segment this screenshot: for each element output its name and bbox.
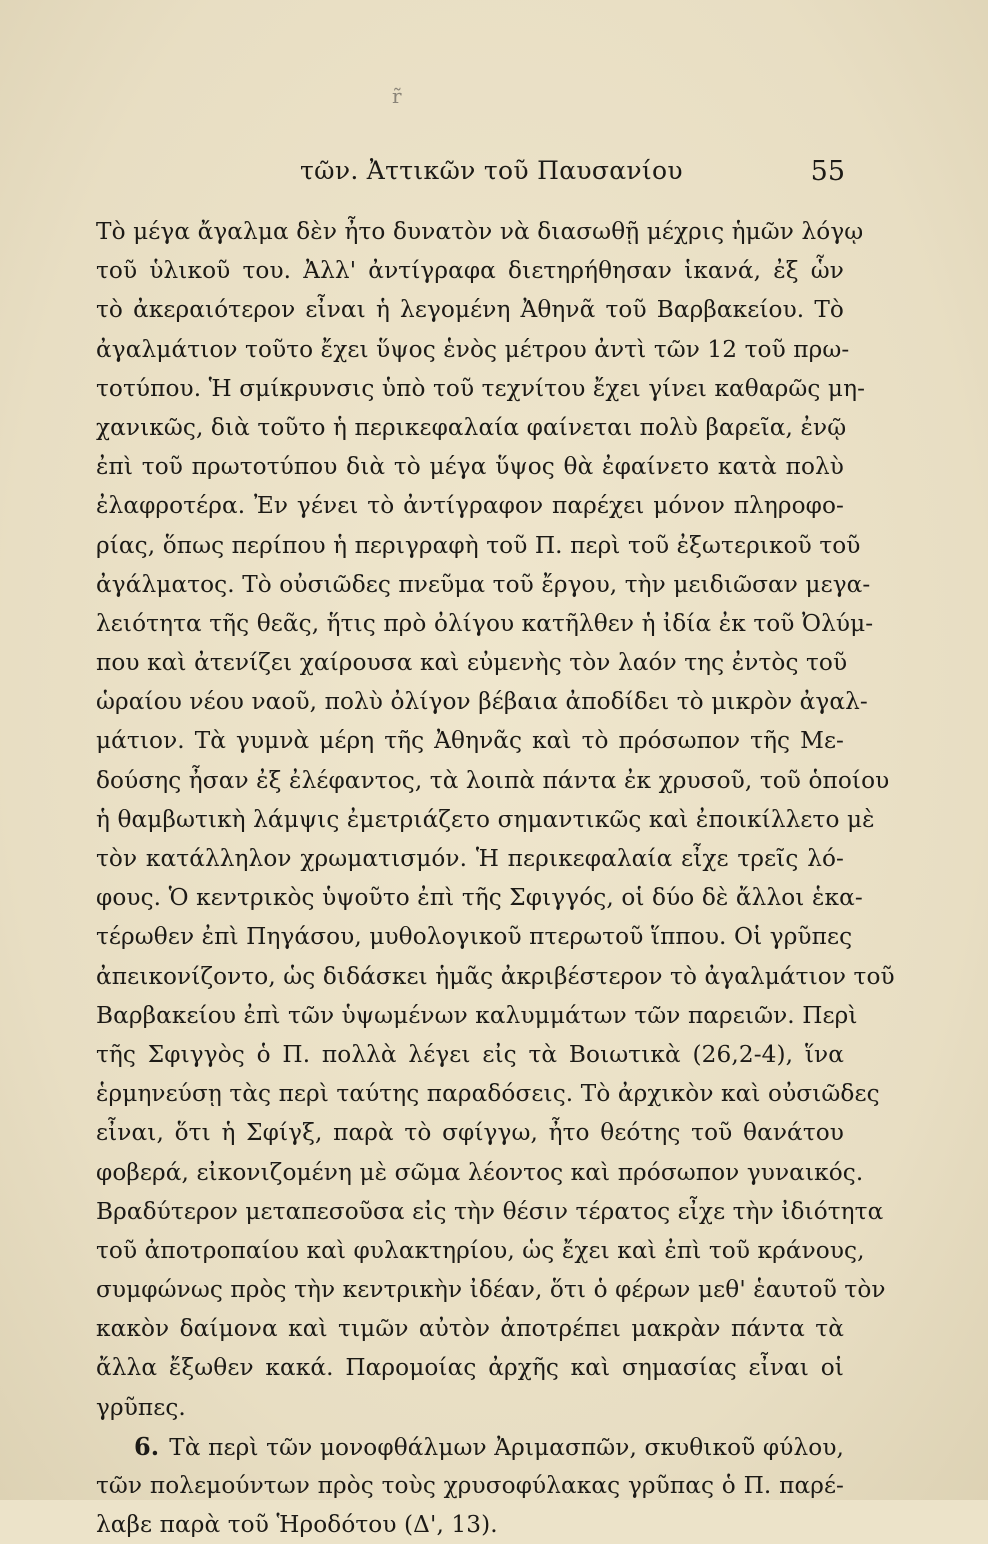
text-line: ἐπὶ τοῦ πρωτοτύπου διὰ τὸ μέγα ὕψος θὰ ἐφαίνετο κατὰ πολὺ [96, 453, 844, 481]
text-line: ἑρμηνεύσῃ τὰς περὶ ταύτης παραδόσεις. Τὸ ἀρχικὸν καὶ οὐσιῶδες [96, 1080, 880, 1108]
body-text [96, 212, 895, 1544]
text-line: τέρωθεν ἐπὶ Πηγάσου, μυθολογικοῦ πτερωτοῦ ἵππου. Οἱ γρῦπες [96, 923, 853, 951]
text-line: λειότητα τῆς θεᾶς, ἥτις πρὸ ὀλίγου κατῆλθεν ἡ ἰδία ἐκ τοῦ Ὀλύμ- [96, 609, 874, 637]
text-line: ἄλλα ἔξωθεν κακά. Παρομοίας ἀρχῆς καὶ σημασίας εἶναι οἱ [96, 1354, 844, 1382]
text-line: τοῦ ἀποτροπαίου καὶ φυλακτηρίου, ὡς ἔχει καὶ ἐπὶ τοῦ κράνους, [96, 1236, 865, 1264]
text-line: ἀγαλμάτιον τοῦτο ἔχει ὕψος ἑνὸς μέτρου ἀντὶ τῶν 12 τοῦ πρω- [96, 335, 850, 363]
text-line: ἡ θαμβωτικὴ λάμψις ἐμετριάζετο σημαντικῶς καὶ ἐποικίλλετο μὲ [96, 805, 875, 833]
text-line: τὸν κατάλληλον χρωματισμόν. Ἡ περικεφαλαία εἶχε τρεῖς λό- [96, 845, 844, 872]
text-line: τὸ ἀκεραιότερον εἶναι ἡ λεγομένη Ἀθηνᾶ τοῦ Βαρβακείου. Τὸ [96, 296, 844, 324]
text-line: ρίας, ὅπως περίπου ἡ περιγραφὴ τοῦ Π. περὶ τοῦ ἐξωτερικοῦ τοῦ [96, 531, 861, 559]
text-line: συμφώνως πρὸς τὴν κεντρικὴν ἰδέαν, ὅτι ὁ φέρων μεθ' ἑαυτοῦ τὸν [96, 1276, 886, 1304]
text-line: ἀγάλματος. Τὸ οὐσιῶδες πνεῦμα τοῦ ἔργου, τὴν μειδιῶσαν μεγα- [96, 570, 871, 598]
page-header [300, 156, 845, 196]
text-line: κακὸν δαίμονα καὶ τιμῶν αὐτὸν ἀποτρέπει μακρὰν πάντα τὰ [96, 1315, 844, 1343]
running-title: τῶν. Ἀττικῶν τοῦ Παυσανίου [300, 156, 683, 185]
text-line: που καὶ ἀτενίζει χαίρουσα καὶ εὐμενὴς τὸν λαόν της ἐντὸς τοῦ [96, 649, 848, 677]
section-number: 6. [134, 1431, 160, 1461]
text-line: φους. Ὁ κεντρικὸς ὑψοῦτο ἐπὶ τῆς Σφιγγός, οἱ δύο δὲ ἄλλοι ἑκα- [96, 884, 863, 912]
page-number: 55 [810, 156, 845, 187]
text-line: ἐλαφροτέρα. Ἐν γένει τὸ ἀντίγραφον παρέχει μόνον πληροφο- [96, 492, 844, 520]
text-line: δούσης ἦσαν ἐξ ἐλέφαντος, τὰ λοιπὰ πάντα ἐκ χρυσοῦ, τοῦ ὁποίου [96, 766, 890, 794]
text-line: τοῦ ὑλικοῦ του. Ἀλλ' ἀντίγραφα διετηρήθησαν ἱκανά, ἐξ ὧν [96, 257, 844, 285]
text-line: Βραδύτερον μεταπεσοῦσα εἰς τὴν θέσιν τέρατος εἶχε τὴν ἰδιότητα [96, 1197, 884, 1225]
text-line: εἶναι, ὅτι ἡ Σφίγξ, παρὰ τὸ σφίγγω, ἦτο θεότης τοῦ θανάτου [96, 1119, 844, 1147]
section-6-line-1 [96, 1427, 844, 1466]
text-line: ἀπεικονίζοντο, ὡς διδάσκει ἡμᾶς ἀκριβέστερον τὸ ἀγαλμάτιον τοῦ [96, 962, 895, 990]
section-6-line-3: λαβε παρὰ τοῦ Ἡροδότου (Δ', 13). [96, 1511, 498, 1539]
text-line: Τὸ μέγα ἄγαλμα δὲν ἦτο δυνατὸν νὰ διασωθῇ μέχρις ἡμῶν λόγῳ [96, 218, 864, 245]
text-line: χανικῶς, διὰ τοῦτο ἡ περικεφαλαία φαίνεται πολὺ βαρεῖα, ἐνῷ [96, 413, 847, 441]
text-line: μάτιον. Τὰ γυμνὰ μέρη τῆς Ἀθηνᾶς καὶ τὸ πρόσωπον τῆς Με- [96, 727, 844, 755]
text-line: φοβερά, εἰκονιζομένη μὲ σῶμα λέοντος καὶ πρόσωπον γυναικός. [96, 1158, 864, 1186]
text-line: Βαρβακείου ἐπὶ τῶν ὑψωμένων καλυμμάτων τῶν παρειῶν. Περὶ [96, 1001, 858, 1029]
text-line: τοτύπου. Ἡ σμίκρυνσις ὑπὸ τοῦ τεχνίτου ἔχει γίνει καθαρῶς μη- [96, 374, 866, 402]
section-6-line-2: τῶν πολεμούντων πρὸς τοὺς χρυσοφύλακας γρῦπας ὁ Π. παρέ- [96, 1472, 844, 1499]
text-line: ὡραίου νέου ναοῦ, πολὺ ὀλίγον βέβαια ἀποδίδει τὸ μικρὸν ἀγαλ- [96, 688, 868, 716]
section-6-text: Τὰ περὶ τῶν μονοφθάλμων Ἀριμασπῶν, σκυθικοῦ φύλου, [169, 1433, 844, 1461]
top-ink-mark: r̃ [392, 84, 402, 108]
text-line: γρῦπες. [96, 1393, 186, 1421]
text-line: τῆς Σφιγγὸς ὁ Π. πολλὰ λέγει εἰς τὰ Βοιωτικὰ (26,2-4), ἵνα [96, 1040, 844, 1068]
